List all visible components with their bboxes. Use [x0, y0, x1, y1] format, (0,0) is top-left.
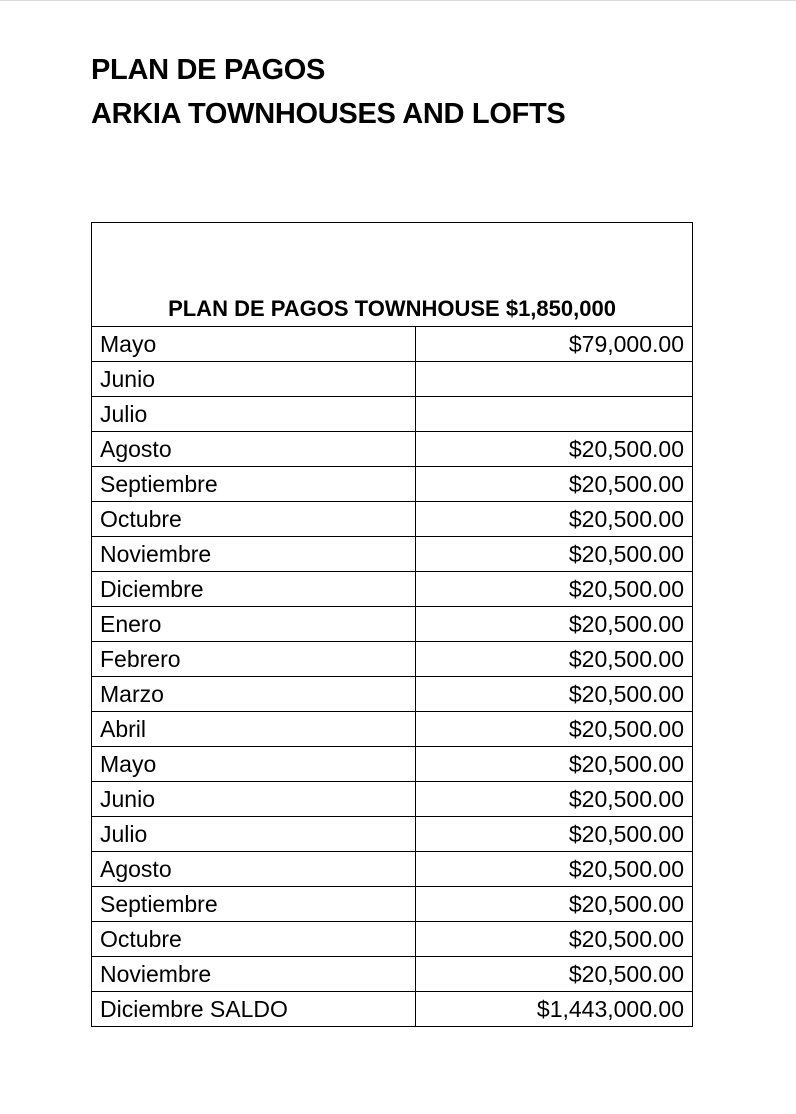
- amount-cell: $20,500.00: [416, 642, 693, 677]
- month-cell: Septiembre: [92, 887, 416, 922]
- amount-cell: $20,500.00: [416, 817, 693, 852]
- table-caption-row: [92, 223, 693, 327]
- table-row: [92, 817, 693, 852]
- payment-plan-table: [91, 222, 693, 1027]
- amount-cell: $1,443,000.00: [416, 992, 693, 1027]
- month-cell: Febrero: [92, 642, 416, 677]
- month-cell: Abril: [92, 712, 416, 747]
- table-row: [92, 397, 693, 432]
- month-cell: Junio: [92, 782, 416, 817]
- document-title: [91, 48, 565, 136]
- payment-rows: [92, 327, 693, 1027]
- month-cell: Noviembre: [92, 537, 416, 572]
- table-row: [92, 677, 693, 712]
- month-cell: Mayo: [92, 747, 416, 782]
- month-cell: Diciembre SALDO: [92, 992, 416, 1027]
- table-row: [92, 782, 693, 817]
- table-row: [92, 537, 693, 572]
- document-title-line-2: ARKIA TOWNHOUSES AND LOFTS: [91, 98, 566, 130]
- document-title-line-1: PLAN DE PAGOS: [91, 54, 326, 86]
- month-cell: Junio: [92, 362, 416, 397]
- amount-cell: $20,500.00: [416, 957, 693, 992]
- month-cell: Octubre: [92, 502, 416, 537]
- page-top-divider: [0, 0, 796, 1]
- amount-cell: $20,500.00: [416, 432, 693, 467]
- amount-cell: $20,500.00: [416, 782, 693, 817]
- month-cell: Agosto: [92, 432, 416, 467]
- amount-cell: $20,500.00: [416, 712, 693, 747]
- table-row: [92, 362, 693, 397]
- month-cell: Enero: [92, 607, 416, 642]
- amount-cell: $20,500.00: [416, 537, 693, 572]
- amount-cell: $20,500.00: [416, 852, 693, 887]
- table-row: [92, 747, 693, 782]
- table-row: [92, 642, 693, 677]
- table-row: [92, 607, 693, 642]
- month-cell: Septiembre: [92, 467, 416, 502]
- amount-cell: $20,500.00: [416, 502, 693, 537]
- table-row: [92, 327, 693, 362]
- amount-cell: $20,500.00: [416, 922, 693, 957]
- table-row: [92, 502, 693, 537]
- table-row: [92, 572, 693, 607]
- table-row-final-balance: [92, 992, 693, 1027]
- table-row: [92, 467, 693, 502]
- month-cell: Noviembre: [92, 957, 416, 992]
- amount-cell: $20,500.00: [416, 572, 693, 607]
- table-row: [92, 922, 693, 957]
- amount-cell: $20,500.00: [416, 747, 693, 782]
- amount-cell: $20,500.00: [416, 677, 693, 712]
- amount-cell: [416, 397, 693, 432]
- amount-cell: $20,500.00: [416, 887, 693, 922]
- table-row: [92, 957, 693, 992]
- month-cell: Diciembre: [92, 572, 416, 607]
- month-cell: Mayo: [92, 327, 416, 362]
- table-row: [92, 887, 693, 922]
- table-row: [92, 432, 693, 467]
- month-cell: Julio: [92, 817, 416, 852]
- table-caption: PLAN DE PAGOS TOWNHOUSE $1,850,000: [92, 223, 693, 327]
- amount-cell: [416, 362, 693, 397]
- amount-cell: $20,500.00: [416, 467, 693, 502]
- month-cell: Julio: [92, 397, 416, 432]
- table-row: [92, 712, 693, 747]
- table-row: [92, 852, 693, 887]
- amount-cell: $79,000.00: [416, 327, 693, 362]
- month-cell: Agosto: [92, 852, 416, 887]
- month-cell: Marzo: [92, 677, 416, 712]
- month-cell: Octubre: [92, 922, 416, 957]
- amount-cell: $20,500.00: [416, 607, 693, 642]
